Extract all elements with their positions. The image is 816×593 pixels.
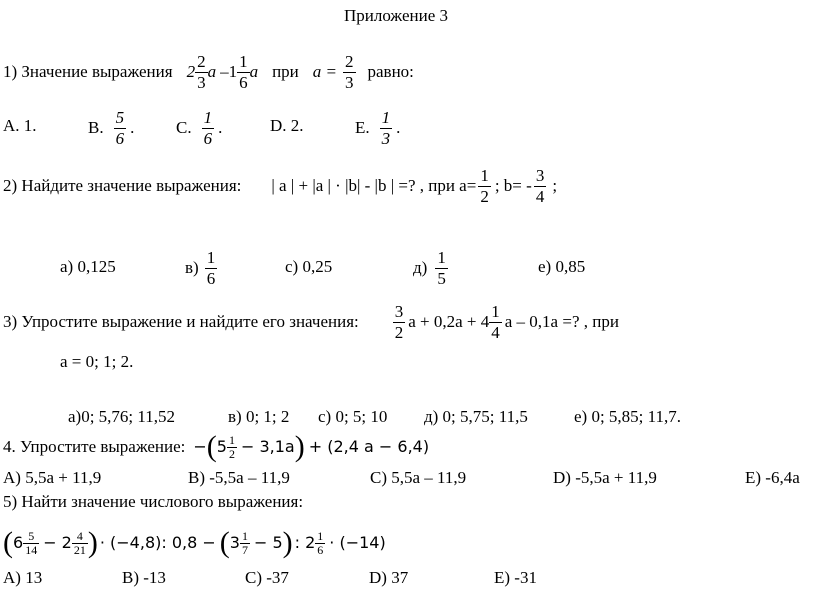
q1-whole-1: 2: [186, 62, 196, 81]
q5-answer-d: D) 37: [369, 568, 409, 587]
q4-fraction: $\frac{1}{2}$: [228, 432, 235, 461]
question-3: [3, 298, 619, 346]
q1-answer-d: D. 2.: [270, 116, 304, 135]
q1-prefix: 1) Значение выражения: [3, 62, 173, 81]
page-title: Приложение 3: [344, 6, 448, 25]
q1-cond-lhs: a =: [312, 62, 337, 81]
q2-answer-d-fraction: $\frac{1}{5}$: [437, 247, 446, 288]
q1-answer-c: C. $\frac{1}{6}$ .: [176, 107, 223, 148]
q1-answer-b-fraction: $\frac{5}{6}$: [115, 107, 125, 148]
q4-prefix: 4. Упростите выражение:: [3, 437, 186, 456]
q1-pri: при: [272, 62, 299, 81]
q3-answer-a: а)0; 5,76; 11,52: [68, 407, 176, 426]
question-2: [3, 162, 557, 210]
q2-answer-e: е) 0,85: [538, 257, 586, 276]
q3-tail: а – 0,1а =? , при: [504, 312, 619, 331]
q2-answer-a: а) 0,125: [60, 257, 116, 276]
q5-tail: · (−14): [329, 533, 386, 552]
question-5-expression: [3, 521, 386, 565]
q5-fraction-1: $\frac{5}{14}$: [25, 528, 38, 557]
q4-plus-term: + (2,4 a − 6,4): [308, 437, 430, 456]
q3-answer-d: д) 0; 5,75; 11,5: [424, 407, 528, 426]
q2-a-fraction: $\frac{1}{2}$: [480, 165, 489, 206]
q2-end: ;: [552, 176, 558, 195]
q3-answer-b: в) 0; 1; 2: [228, 407, 290, 426]
q5-answer-a: A) 13: [3, 568, 43, 587]
q1-answer-c-fraction: $\frac{1}{6}$: [203, 107, 213, 148]
q4-answer-e: E) -6,4а: [745, 468, 800, 487]
q4-whole: 5: [216, 437, 227, 456]
q5-fraction-4: $\frac{1}{6}$: [317, 528, 324, 557]
q4-answer-d: D) -5,5а + 11,9: [553, 468, 657, 487]
q2-b-fraction: $\frac{3}{4}$: [535, 165, 545, 206]
q1-answer-e: E. $\frac{1}{3}$ .: [355, 107, 401, 148]
q2-answer-b: в) $\frac{1}{6}$: [185, 247, 216, 288]
q1-operator: –1: [220, 62, 238, 81]
q5-middle: · (−4,8): 0,8 −: [99, 533, 216, 552]
q4-inner-tail: − 3,1a: [240, 437, 295, 456]
q2-answer-b-fraction: $\frac{1}{6}$: [206, 247, 216, 288]
q5-prefix: 5) Найти значение числового выражения:: [3, 492, 304, 511]
q3-values: а = 0; 1; 2.: [60, 352, 134, 371]
question-1: [3, 50, 414, 94]
q5-whole-1: 6: [13, 533, 24, 552]
q3-answer-e: е) 0; 5,85; 11,7.: [574, 407, 682, 426]
q5-paren-1-open: (: [3, 526, 13, 559]
q4-minus: −: [193, 437, 207, 456]
q5-op-3: − 5: [253, 533, 283, 552]
q2-sep: ; b= -: [494, 176, 532, 195]
q1-answer-b: B. $\frac{5}{6}$ .: [88, 107, 135, 148]
q4-answer-a: A) 5,5а + 11,9: [3, 468, 102, 487]
q5-answer-b: B) -13: [122, 568, 166, 587]
q4-right-paren: ): [294, 430, 305, 463]
q1-ravno: равно:: [367, 62, 414, 81]
q5-answer-e: E) -31: [494, 568, 537, 587]
q3-middle: а + 0,2а + 4: [408, 312, 490, 331]
q3-fraction-1: $\frac{3}{2}$: [394, 301, 404, 342]
q1-answer-e-fraction: $\frac{1}{3}$: [381, 107, 391, 148]
q4-answer-c: C) 5,5а – 11,9: [370, 468, 467, 487]
q5-op-1: − 2: [43, 533, 72, 552]
q5-fraction-2: $\frac{4}{21}$: [73, 528, 86, 557]
q1-cond-fraction: $\frac{2}{3}$: [345, 51, 354, 92]
q5-paren-2-open: (: [219, 526, 230, 559]
q5-div: : 2: [294, 533, 316, 552]
q1-fraction-2: $\frac{1}{6}$: [239, 51, 248, 92]
q3-fraction-2: $\frac{1}{4}$: [491, 301, 500, 342]
q5-paren-1-close: ): [87, 526, 98, 559]
q2-prefix: 2) Найдите значение выражения:: [3, 176, 242, 195]
q2-expression: | a | + |a | · |b| - |b | =? , при а=: [271, 176, 477, 195]
q2-answer-d: д) $\frac{1}{5}$: [413, 247, 446, 288]
q5-whole-3: 3: [229, 533, 240, 552]
q5-paren-2-close: ): [282, 526, 293, 559]
q3-prefix: 3) Упростите выражение и найдите его значения:: [3, 312, 359, 331]
q4-answer-b: B) -5,5а – 11,9: [188, 468, 290, 487]
q2-answer-c: с) 0,25: [285, 257, 333, 276]
q3-answer-c: с) 0; 5; 10: [318, 407, 388, 426]
q1-var-2: a: [249, 62, 259, 81]
question-4: [3, 428, 429, 466]
q5-fraction-3: $\frac{1}{7}$: [241, 528, 248, 557]
q4-left-paren: (: [206, 430, 217, 463]
q1-answer-a: A. 1.: [3, 116, 37, 135]
q1-fraction-1: $\frac{2}{3}$: [197, 51, 206, 92]
q1-var-1: a: [207, 62, 217, 81]
q5-answer-c: C) -37: [245, 568, 289, 587]
